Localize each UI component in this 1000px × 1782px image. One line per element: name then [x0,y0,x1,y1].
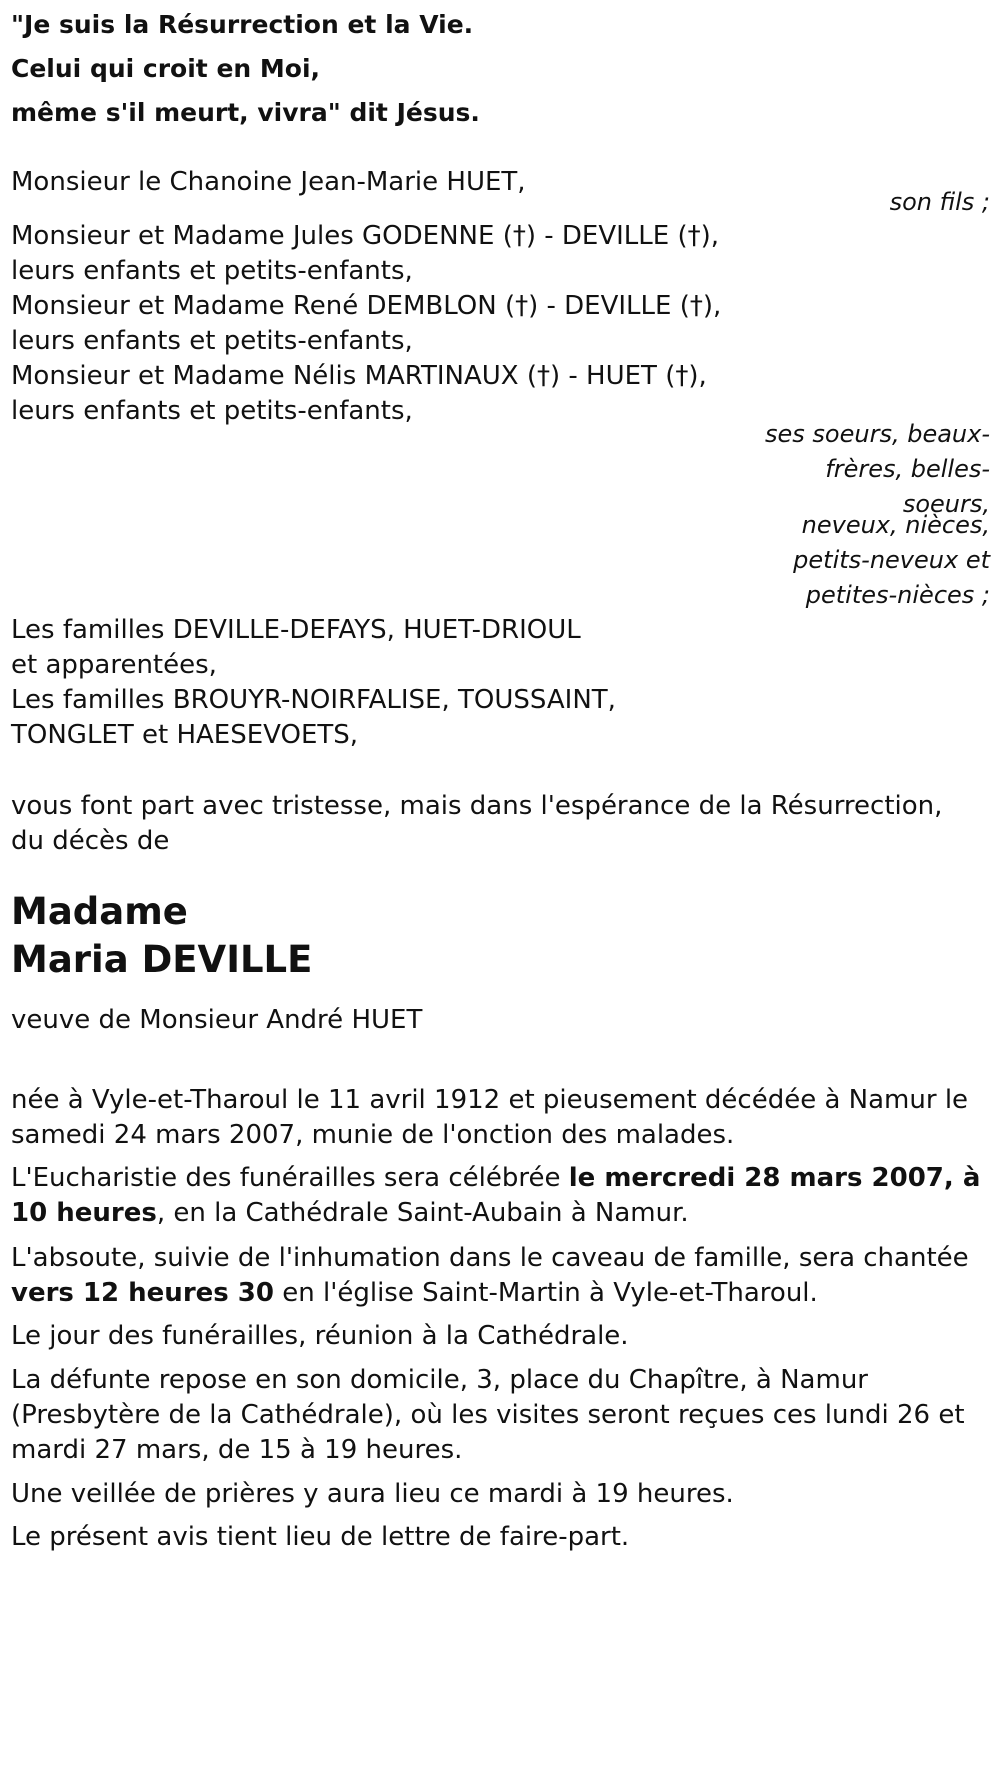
absoute-time: vers 12 heures 30 [11,1278,274,1308]
role-nephews-1: neveux, nièces, [801,511,990,539]
birth-line-1: née à Vyle-et-Tharoul le 11 avril 1912 et pieusement décédée à Namur le [11,1085,969,1115]
eucharist-time: 10 heures [11,1198,157,1228]
repose-line-1: La défunte repose en son domicile, 3, place du Chapître, à Namur [11,1365,868,1395]
vigil-line: Une veillée de prières y aura lieu ce mardi à 19 heures. [11,1479,734,1509]
eucharist-line-2 [11,1193,980,1233]
family1-couple: Monsieur et Madame Jules GODENNE (†) - DEVILLE (†), [11,221,720,251]
deceased-title: Madame [11,890,188,933]
role-nephews [591,505,991,615]
family3-couple: Monsieur et Madame Nélis MARTINAUX (†) - HUET (†), [11,361,707,391]
families-2: Les familles BROUYR-NOIRFALISE, TOUSSAINT, [11,685,616,715]
repose-line-3: mardi 27 mars, de 15 à 19 heures. [11,1435,463,1465]
widow-of: veuve de Monsieur André HUET [11,1005,423,1035]
absoute-line-2 [11,1273,969,1313]
families-1: Les familles DEVILLE-DEFAYS, HUET-DRIOUL [11,615,581,645]
reunion-line: Le jour des funérailles, réunion à la Cathédrale. [11,1321,629,1351]
eucharist-line-1 [11,1158,980,1198]
eucharist-suffix: , en la Cathédrale Saint-Aubain à Namur. [156,1198,689,1228]
role-siblings-1: ses soeurs, beaux- [765,420,990,448]
birth-death-paragraph [11,1080,968,1155]
announcement-line-1: vous font part avec tristesse, mais dans l'espérance de la Résurrection, [11,791,943,821]
absoute-suffix: en l'église Saint-Martin à Vyle-et-Tharoul. [273,1278,818,1308]
families-1-cont: et apparentées, [11,650,217,680]
absoute-paragraph [11,1238,969,1313]
other-families [11,610,616,755]
eucharist-paragraph [11,1158,980,1233]
role-siblings-2: frères, belles- [825,455,990,483]
announcement [11,786,942,861]
role-nephews-2: petits-neveux et [793,546,990,574]
quote-line-1: "Je suis la Résurrection et la Vie. [11,10,474,39]
family1-children: leurs enfants et petits-enfants, [11,256,413,286]
deceased-name: Maria DEVILLE [11,938,313,981]
bible-quote [11,0,480,138]
family-list [11,216,721,431]
announcement-line-2: du décès de [11,826,170,856]
eucharist-date: le mercredi 28 mars 2007, à [568,1163,981,1193]
birth-line-2: samedi 24 mars 2007, munie de l'onction des malades. [11,1120,735,1150]
quote-line-3: même s'il meurt, vivra" dit Jésus. [11,98,480,127]
quote-line-2: Celui qui croit en Moi, [11,54,321,83]
family3-children: leurs enfants et petits-enfants, [11,396,413,426]
role-son: son fils ; [889,188,990,216]
families-2-cont: TONGLET et HAESEVOETS, [11,720,359,750]
family2-couple: Monsieur et Madame René DEMBLON (†) - DEVILLE (†), [11,291,722,321]
repose-paragraph [11,1360,965,1470]
deceased-name-block [11,888,312,984]
role-nephews-3: petites-nièces ; [805,581,990,609]
notice-line: Le présent avis tient lieu de lettre de faire-part. [11,1522,630,1552]
absoute-line-1: L'absoute, suivie de l'inhumation dans le caveau de famille, sera chantée [11,1243,969,1273]
repose-line-2: (Presbytère de la Cathédrale), où les visites seront reçues ces lundi 26 et [11,1400,965,1430]
role-siblings-3: soeurs, [902,490,990,518]
mourner-son: Monsieur le Chanoine Jean-Marie HUET, [11,167,526,197]
eucharist-prefix: L'Eucharistie des funérailles sera célébrée [11,1163,569,1193]
family2-children: leurs enfants et petits-enfants, [11,326,413,356]
